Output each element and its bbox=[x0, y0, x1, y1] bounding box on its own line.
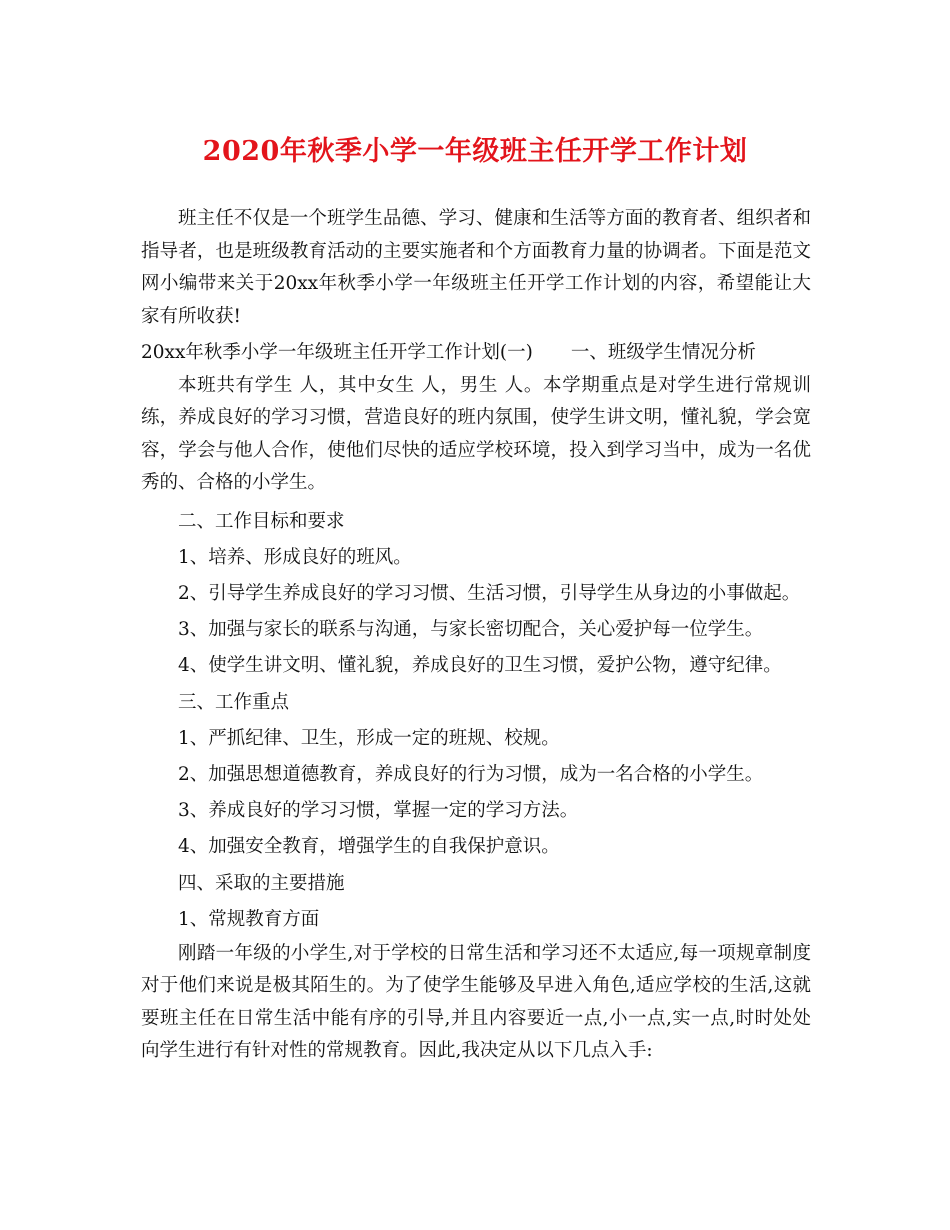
section4-subheading: 1、常规教育方面 bbox=[178, 908, 320, 930]
list-item: 1、严抓纪律、卫生，形成一定的班规、校规。 bbox=[178, 727, 560, 749]
subtitle-line bbox=[141, 337, 811, 370]
plan-subtitle: 20xx年秋季小学一年级班主任开学工作计划(一) bbox=[141, 342, 533, 363]
section4-paragraph: 刚踏一年级的小学生,对于学校的日常生活和学习还不太适应,每一项规章制度对于他们来说是极其陌生的。为了使学生能够及早进入角色,适应学校的生活,这就要班主任在日常生活中能有序的引导,并且内容要近一点,小一点,实一点,时时处处向学生进行有针对性的常规教育。因此,我决定从以下几点入手: bbox=[141, 942, 811, 1062]
list-item: 4、加强安全教育，增强学生的自我保护意识。 bbox=[178, 836, 560, 858]
section3-heading: 三、工作重点 bbox=[178, 691, 290, 713]
list-item: 1、培养、形成良好的班风。 bbox=[178, 546, 412, 568]
list-item: 2、加强思想道德教育，养成良好的行为习惯，成为一名合格的小学生。 bbox=[178, 763, 764, 785]
section1-paragraph: 本班共有学生 人，其中女生 人，男生 人。本学期重点是对学生进行常规训练，养成良好的学习习惯，营造良好的班内氛围，使学生讲文明，懂礼貌，学会宽容，学会与他人合作，使他们尽快的适应学校环境，投入到学习当中，成为一名优秀的、合格的小学生。 bbox=[141, 374, 811, 493]
list-item: 2、引导学生养成良好的学习习惯、生活习惯，引导学生从身边的小事做起。 bbox=[178, 582, 801, 604]
list-item: 4、使学生讲文明、懂礼貌，养成良好的卫生习惯，爱护公物，遵守纪律。 bbox=[178, 655, 782, 677]
section2-heading: 二、工作目标和要求 bbox=[178, 510, 345, 532]
section4-heading: 四、采取的主要措施 bbox=[178, 872, 345, 894]
intro-paragraph: 班主任不仅是一个班学生品德、学习、健康和生活等方面的教育者、组织者和指导者，也是班级教育活动的主要实施者和个方面教育力量的协调者。下面是范文网小编带来关于20xx年秋季小学一年级班主任开学工作计划的内容，希望能让大家有所收获! bbox=[141, 208, 811, 327]
section1-heading: 一、班级学生情况分析 bbox=[570, 342, 756, 363]
document-body bbox=[141, 203, 811, 1068]
list-item: 3、养成良好的学习习惯，掌握一定的学习方法。 bbox=[178, 800, 579, 822]
list-item: 3、加强与家长的联系与沟通，与家长密切配合，关心爱护每一位学生。 bbox=[178, 619, 764, 641]
document-title: 2020年秋季小学一年级班主任开学工作计划 bbox=[202, 136, 748, 167]
